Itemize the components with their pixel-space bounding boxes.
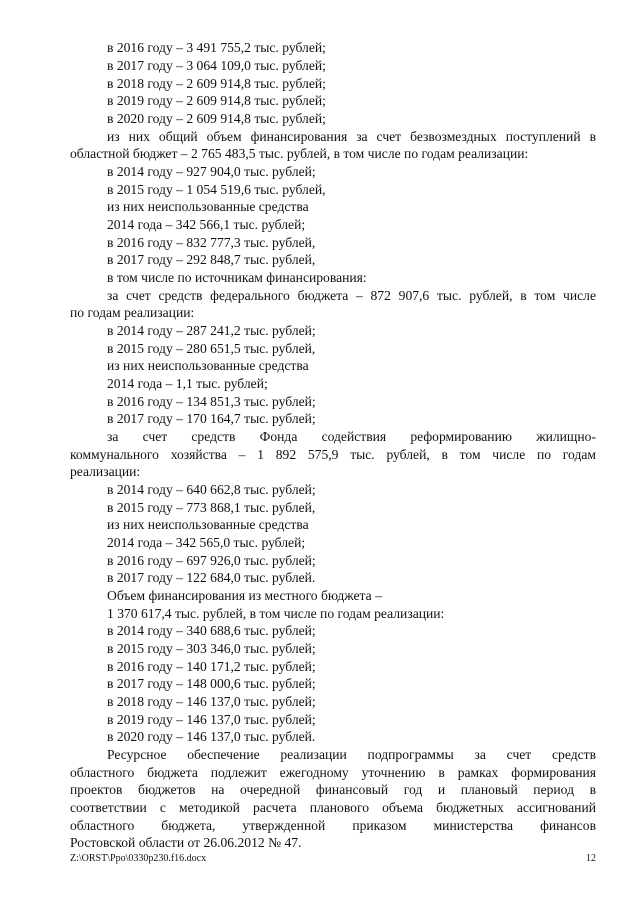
text-line: областной бюджет – 2 765 483,5 тыс. рублей, в том числе по годам реализации: [70,146,529,161]
text-line: в 2017 году – 3 064 109,0 тыс. рублей; [107,58,326,73]
text-line: за счет средств федерального бюджета – 872 907,6 тыс. рублей, в том числе [107,288,596,303]
text-line: из них неиспользованные средства [107,199,309,214]
text-line: в 2014 году – 640 662,8 тыс. рублей; [107,482,316,497]
text-line: областного бюджета, утвержденной приказом министерства финансов [70,818,596,833]
text-line: областного бюджета подлежит ежегодному уточнению в рамках формирования [70,765,596,780]
text-line: из них неиспользованные средства [107,358,309,373]
text-line: по годам реализации: [70,305,195,320]
text-line: 2014 года – 342 565,0 тыс. рублей; [107,535,306,550]
text-line: в 2017 году – 122 684,0 тыс. рублей. [107,570,316,585]
text-line: в 2016 году – 140 171,2 тыс. рублей; [107,659,316,674]
text-line: соответствии с методикой расчета планового объема бюджетных ассигнований [70,800,596,815]
text-line: в 2014 году – 287 241,2 тыс. рублей; [107,323,316,338]
text-line: в 2015 году – 773 868,1 тыс. рублей, [107,500,316,515]
text-line: в 2017 году – 292 848,7 тыс. рублей, [107,252,316,267]
text-line: в том числе по источникам финансирования: [107,270,367,285]
text-line: в 2016 году – 3 491 755,2 тыс. рублей; [107,40,326,55]
text-line: из них общий объем финансирования за счет безвозмездных поступлений в [107,129,596,144]
text-line: в 2019 году – 146 137,0 тыс. рублей; [107,712,316,727]
footer-file-path: Z:\ORST\Ppo\0330p230.f16.docx [70,853,207,864]
text-line: в 2015 году – 303 346,0 тыс. рублей; [107,641,316,656]
text-line: в 2014 году – 340 688,6 тыс. рублей; [107,623,316,638]
page-number: 12 [586,853,596,864]
text-line: 2014 года – 1,1 тыс. рублей; [107,376,268,391]
text-line: в 2018 году – 2 609 914,8 тыс. рублей; [107,76,326,91]
text-line: 1 370 617,4 тыс. рублей, в том числе по годам реализации: [107,606,445,621]
text-line: из них неиспользованные средства [107,517,309,532]
text-line: в 2017 году – 170 164,7 тыс. рублей; [107,411,316,426]
text-line: в 2019 году – 2 609 914,8 тыс. рублей; [107,93,326,108]
text-line: в 2016 году – 832 777,3 тыс. рублей, [107,235,316,250]
text-line: в 2016 году – 134 851,3 тыс. рублей; [107,394,316,409]
text-line: в 2015 году – 1 054 519,6 тыс. рублей, [107,182,326,197]
text-line: в 2017 году – 148 000,6 тыс. рублей; [107,676,316,691]
text-line: Ресурсное обеспечение реализации подпрограммы за счет средств [107,747,596,762]
text-line: в 2014 году – 927 904,0 тыс. рублей; [107,164,316,179]
text-line: за счет средств Фонда содействия реформированию жилищно- [107,429,596,444]
text-line: в 2016 году – 697 926,0 тыс. рублей; [107,553,316,568]
text-line: проектов бюджетов на очередной финансовый год и плановый период в [70,782,596,797]
text-line: 2014 года – 342 566,1 тыс. рублей; [107,217,306,232]
text-line: в 2018 году – 146 137,0 тыс. рублей; [107,694,316,709]
text-line: в 2020 году – 2 609 914,8 тыс. рублей; [107,111,326,126]
text-line: в 2015 году – 280 651,5 тыс. рублей, [107,341,316,356]
text-line: в 2020 году – 146 137,0 тыс. рублей. [107,729,316,744]
text-line: Ростовской области от 26.06.2012 № 47. [70,835,302,850]
text-line: коммунального хозяйства – 1 892 575,9 тыс. рублей, в том числе по годам [70,447,596,462]
text-line: реализации: [70,464,141,479]
text-line: Объем финансирования из местного бюджета – [107,588,382,603]
